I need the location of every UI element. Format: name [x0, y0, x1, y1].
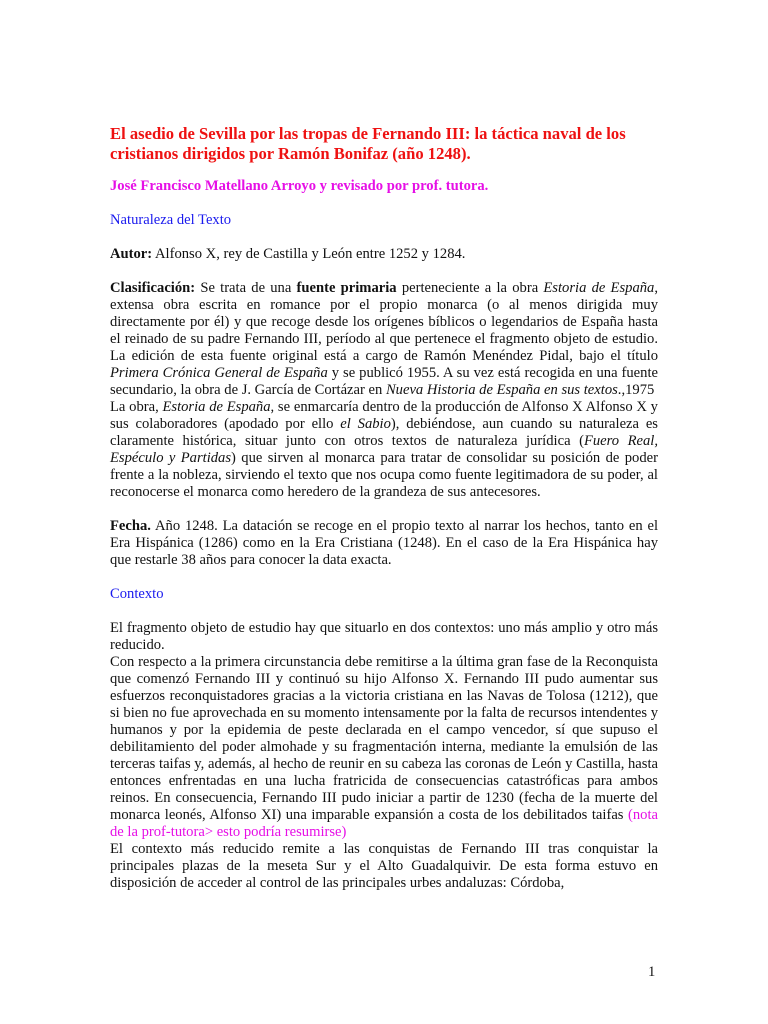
obra-paragraph [110, 399, 658, 501]
section-heading-naturaleza: Naturaleza del Texto [110, 212, 232, 228]
fecha-label: Fecha. [110, 518, 151, 534]
document-title: El asedio de Sevilla por las tropas de Fernando III: la táctica naval de los cristianos dirigidos por Ramón Bonifaz (año 1248). [110, 124, 626, 163]
work-title-italic: Nueva Historia de España en sus textos [385, 382, 618, 398]
contexto-paragraph-1: El fragmento objeto de estudio hay que situarlo en dos contextos: uno más amplio y otro más reducido. [110, 620, 658, 653]
contexto-paragraph-2 [110, 654, 658, 841]
clasificacion-text: , extensa obra escrita en romance por el propio monarca (o al menos dirigida muy directamente por él) y que recoge desde los orígenes bíblicos o legendarios de España hasta el reinado de su padre Fernando III, período al que pertenece el fragmento objeto de estudio. La edición de esta fuente original está a cargo de Ramón Menéndez Pidal, bajo el título [110, 280, 658, 364]
obra-text: ), debiéndose, aun cuando su naturaleza es claramente histórica, situar junto con otros textos de naturaleza jurídica ( [110, 416, 658, 449]
obra-text: La obra, [110, 399, 163, 415]
autor-paragraph [110, 246, 658, 263]
contexto-text: Con respecto a la primera circunstancia debe remitirse a la última gran fase de la Reconquista que comenzó Fernando III y continuó su hijo Alfonso X. Fernando III pudo aumentar sus esfuerzos reconquistadores gracias a la victoria cristiana en las Navas de Tolosa (1212), que si bien no fue aprovechada en su momento intensamente por la falta de recursos intendentes y humanos y por la epidemia de peste declarada en el campo vencedor, sí que supuso el debilitamiento del poder almohade y su fragmentación interna, mediante la emulsión de las terceras taifas y, además, al hecho de reunir en su cabeza las coronas de León y Castilla, hasta entonces enfrentadas en una lucha fratricida de consecuencias catastróficas para ambos reinos. En consecuencia, Fernando III pudo iniciar a partir de 1230 (fecha de la muerte del monarca leonés, Alfonso XI) una imparable expansión a costa de los debilitados taifas [110, 654, 658, 823]
clasificacion-text: y se publicó 1955. A su vez está recogida en una fuente secundario, la obra de J. García de Cortázar en [110, 365, 658, 398]
clasificacion-label: Clasificación: [110, 280, 196, 296]
legal-texts-italic: Fuero Real, Espéculo y Partidas [110, 433, 658, 466]
fecha-paragraph [110, 518, 658, 569]
obra-text: ) que sirven al monarca para tratar de consolidar su posición de poder frente a la nobleza, sirviendo el texto que nos ocupa como fuente legitimadora de su poder, al reconocerse el monarca como heredero de la grandeza de sus antecesores. [110, 450, 658, 500]
fecha-text: Año 1248. La datación se recoge en el propio texto al narrar los hechos, tanto en el Era Hispánica (1286) como en la Era Cristiana (1248). En el caso de la Era Hispánica hay que restarle 38 años para conocer la data exacta. [110, 518, 658, 568]
clasificacion-text: perteneciente a la obra [396, 280, 544, 296]
work-title-italic: Estoria de España [543, 280, 655, 296]
clasificacion-text: .,1975 [617, 382, 655, 398]
document-page [110, 124, 658, 892]
author-line: José Francisco Matellano Arroyo y revisado por prof. tutora. [110, 178, 489, 194]
autor-text: Alfonso X, rey de Castilla y León entre 1252 y 1284. [152, 246, 466, 262]
work-title-italic: Primera Crónica General de España [110, 365, 328, 381]
autor-label: Autor: [110, 246, 153, 262]
work-title-italic: Estoria de España [162, 399, 271, 415]
section-heading-contexto: Contexto [110, 586, 164, 602]
nickname-italic: el Sabio [340, 416, 391, 432]
clasificacion-text: Se trata de una [195, 280, 297, 296]
page-number: 1 [648, 964, 656, 980]
fuente-primaria-bold: fuente primaria [296, 280, 397, 296]
obra-text: , se enmarcaría dentro de la producción de Alfonso X Alfonso X y sus colaboradores (apodado por ello [110, 399, 658, 432]
contexto-paragraph-3: El contexto más reducido remite a las conquistas de Fernando III tras conquistar la principales plazas de la meseta Sur y el Alto Guadalquivir. De esta forma estuvo en disposición de acceder al control de las principales urbes andaluzas: Córdoba, [110, 841, 658, 891]
tutor-note: (nota de la prof-tutora> esto podría resumirse) [110, 807, 658, 840]
clasificacion-paragraph [110, 280, 658, 399]
